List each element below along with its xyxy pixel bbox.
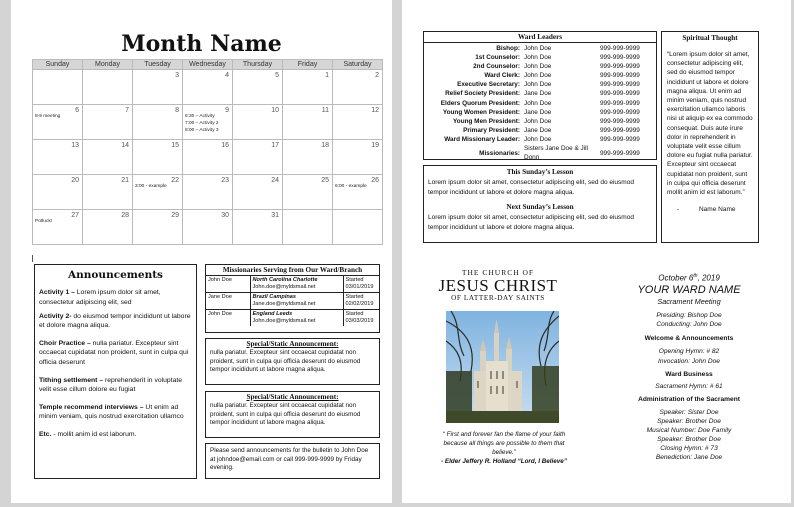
missionary-row [206,293,379,310]
missionary-mission: North Carolina Charlotte [252,277,318,283]
spiritual-thought-text: “Lorem ipsum dolor sit amet, consectetur adipiscing elit, sed do eiusmod tempor incididunt ut labore et dolore magna aliqua. Ut enim ad minim veniam, quis nostrud exercitation ullamco laboris nisi ut aliquip ex ea commodo consequat. Duis aute irure dolor in reprehenderit in voluptate velit esse cillum dolore eu fugiat nulla pariatur. Excepteur sint occaecat cupidatat non proident, sunt in culpa qui officia deserunt mollit anim id est laborum.” [667,51,753,197]
calendar-day-number: 15 [171,142,179,149]
ward-leader-row [424,71,642,80]
calendar-day-cell[interactable] [283,175,333,210]
ward-leaders-title: Ward Leaders [424,32,656,43]
calendar-day-number: 25 [321,177,329,184]
announcements-title: Announcements [68,269,163,281]
missionary-started-label: Started [345,277,364,283]
calendar-day-number: 23 [221,177,229,184]
ward-leader-row [424,62,642,71]
calendar-day-cell[interactable] [233,105,283,140]
missionary-start-date: 03/01/2019 [345,284,374,290]
ward-leaders-table [424,44,642,160]
calendar-day-cell[interactable] [183,105,233,140]
calendar-day-header: Friday [283,60,333,70]
calendar-day-number: 12 [371,107,379,114]
special-announcement-1-title: Special/Static Announcement: [246,340,339,348]
ward-leader-phone: 999-999-9999 [600,108,640,116]
calendar-day-cell[interactable] [333,140,383,175]
program-administration: Administration of the Sacrament [638,396,740,404]
calendar-day-number: 24 [271,177,279,184]
calendar-day-header: Saturday [333,60,383,70]
church-logo-line1: THE CHURCH OF [461,268,535,277]
missionary-email[interactable]: Jane.doe@myldsmail.net [252,301,316,307]
program-musical-number: Musical Number: Doe Family [646,427,732,435]
missionary-mission: England Leeds [252,311,293,317]
church-logo-line3: OF LATTER-DAY SAINTS [451,294,545,302]
this-sunday-lesson-text: Lorem ipsum dolor sit amet, consectetur adipiscing elit, sed do eiusmod tempor incididunt ut labore et dolore magna aliqua. [428,179,634,196]
ward-leader-name: Jane Doe [524,90,552,98]
missionaries-box [205,264,380,333]
program-sacrament-hymn: Sacrament Hymn: # 61 [655,383,723,391]
program-welcome: Welcome & Announcements [644,335,734,343]
calendar-day-cell[interactable] [33,210,83,245]
announcement-text: reprehenderit in voluptate velit esse cillum dolore eu fugiat [39,376,183,394]
program-ward-name: YOUR WARD NAME [637,283,741,296]
contact-note: Please send announcements for the bulletin to John Doe at johndoe@email.com or call 999-999-9999 by Friday evening. [210,447,369,472]
ward-leader-row [424,99,642,108]
announcement-item [39,403,192,422]
calendar-day-cell[interactable] [333,70,383,105]
calendar-day-cell[interactable] [33,175,83,210]
ward-leader-row [424,53,642,62]
calendar-day-cell[interactable] [183,140,233,175]
sacrament-program [608,271,770,462]
calendar-day-header: Sunday [33,60,83,70]
program-benediction: Benediction: Jane Doe [655,454,723,462]
calendar-day-cell[interactable] [33,105,83,140]
program-conducting: Conducting: John Doe [656,321,722,329]
calendar-day-cell[interactable] [183,210,233,245]
special-announcement-1-text: nulla pariatur. Excepteur sint occaecat cupidatat non proident, sunt in culpa qui officia deserunt do eiusmod tempor incididunt ut labore magna aliqua. [210,349,361,374]
program-date-suffix: , 2019 [697,273,720,283]
ward-leader-name: John Doe [524,63,552,71]
calendar-day-number: 6 [75,107,79,114]
author-dash: - [677,206,680,214]
announcements-box [34,264,197,479]
calendar-day-header: Thursday [233,60,283,70]
program-speaker-3: Speaker: Brother Doe [657,436,721,444]
announcement-text: Ut enim ad minim veniam, quis nostrud exercitation ullamco [39,403,184,421]
ward-leader-phone: 999-999-9999 [600,126,640,134]
missionary-started-label: Started [345,294,364,300]
ward-leader-phone: 999-999-9999 [600,117,640,125]
missionary-started-label: Started [345,311,364,317]
ward-leader-role: Elders Quorum President: [440,99,520,107]
calendar-day-number: 10 [271,107,279,114]
ward-leader-row [424,117,642,126]
calendar-day-number: 31 [271,212,279,219]
announcement-item [39,339,192,368]
this-sunday-lesson-title: This Sunday’s Lesson [506,168,574,176]
calendar-day-cell[interactable] [233,140,283,175]
next-sunday-lesson-text: Lorem ipsum dolor sit amet, consectetur adipiscing elit, sed do eiusmod tempor incididunt ut labore et dolore magna aliqua. [428,214,634,231]
calendar-day-number: 13 [71,142,79,149]
calendar-day-number: 22 [171,177,179,184]
program-opening-hymn: Opening Hymn: # 82 [658,348,720,356]
calendar-day-header: Wednesday [183,60,233,70]
calendar-day-cell[interactable] [33,140,83,175]
announcement-item [39,376,192,395]
calendar-day-cell[interactable] [333,175,383,210]
calendar-day-cell[interactable] [133,140,183,175]
spiritual-thought-author-line [667,206,753,213]
ward-leader-phone: 999-999-9999 [600,72,640,80]
calendar-day-cell[interactable] [233,175,283,210]
announcement-text: Lorem ipsum dolor sit amet, consectetur adipiscing elit, sed [39,289,161,306]
calendar-day-cell[interactable] [283,210,333,245]
missionary-name: John Doe [208,277,232,283]
spiritual-thought-box [661,31,759,243]
announcement-label: Activity 1 – [39,289,75,296]
ward-leader-phone: 999-999-9999 [600,63,640,71]
calendar-day-number: 2 [375,72,379,79]
calendar-day-number: 16 [221,142,229,149]
ward-leader-name: John Doe [524,72,552,80]
calendar-day-number: 1 [325,72,329,79]
ward-leader-role: Primary President: [463,126,520,134]
ward-leader-phone: 999-999-9999 [600,149,640,157]
program-date-prefix: October 6 [658,273,694,283]
announcement-text: nulla pariatur. Excepteur sint occaecat cupidatat non proident, sunt in culpa qui officia deserunt [39,339,189,366]
calendar-day-number: 11 [321,107,329,114]
contact-note-box [205,443,380,479]
program-date [608,271,770,284]
calendar-day-cell[interactable] [83,140,133,175]
calendar-week [33,175,383,210]
ward-leader-phone: 999-999-9999 [600,54,640,62]
ward-leader-name: Jane Doe [524,126,552,134]
calendar-event: 6:30 – Activity 7:00 – Activity 2 8:00 – Activity 3 [185,114,219,133]
ward-leader-row [424,44,642,53]
missionary-row [206,276,379,293]
missionary-start-date: 03/03/2019 [345,318,374,324]
calendar-day-number: 17 [271,142,279,149]
missionary-email[interactable]: John.doe@myldsmail.net [252,284,316,290]
church-logo-line2: JESUS CHRIST [438,276,558,295]
announcement-item [39,312,192,331]
missionary-mission: Brazil Campinas [252,294,297,300]
calendar-day-cell[interactable] [133,105,183,140]
calendar-day-cell[interactable] [333,105,383,140]
announcement-item [39,288,192,307]
ward-leader-role: 2nd Counselor: [473,63,520,71]
ward-leader-role: Executive Secretary: [457,81,520,89]
calendar-day-number: 3 [175,72,179,79]
special-announcement-2 [205,391,380,438]
missionary-start-date: 02/02/2019 [345,301,374,307]
calendar-day-number: 28 [121,212,129,219]
program-meeting: Sacrament Meeting [657,296,721,306]
calendar-day-cell[interactable] [133,175,183,210]
calendar-day-cell[interactable] [233,70,283,105]
special-announcement-1 [205,338,380,385]
calendar-day-number: 19 [371,142,379,149]
ward-leader-phone: 999-999-9999 [600,45,640,52]
next-sunday-lesson-title: Next Sunday’s Lesson [506,203,574,211]
calendar-week [33,140,383,175]
missionary-row [206,310,379,327]
church-logo [418,268,578,302]
ward-leader-role: Ward Missionary Leader: [444,135,520,143]
left-page [11,0,392,503]
program-speaker-1: Speaker: Sister Doe [659,409,719,417]
calendar-week [33,210,383,245]
ward-leader-row [424,126,642,135]
announcement-label: Temple recommend interviews – [39,403,144,411]
quote-author: - Elder Jeffery R. Holland “Lord, I Believe” [441,458,567,466]
spiritual-thought-title: Spiritual Thought [682,34,738,42]
ward-leader-name: Jane Doe [524,108,552,116]
ward-leader-role: Ward Clerk: [484,72,520,80]
missionary-name: Jane Doe [208,294,232,300]
missionary-name: John Doe [208,311,232,317]
ward-leader-name: John Doe [524,135,552,143]
ward-leader-row [424,89,642,98]
ward-leaders-box [423,31,657,160]
program-date-sup: th [693,273,698,279]
calendar-title: Month Name [121,31,282,57]
calendar-day-cell[interactable] [33,70,83,105]
announcement-label: Etc. [39,430,52,438]
calendar-week [33,70,383,105]
program-presiding: Presiding: Bishop Doe [656,311,722,319]
calendar-day-cell[interactable] [283,70,333,105]
announcement-label: Activity 2- [39,312,72,320]
calendar-event: 6:00 - example [335,184,367,189]
calendar-day-cell[interactable] [333,210,383,245]
ward-leader-name: John Doe [524,54,552,62]
ward-leader-role: Missionaries: [479,149,520,157]
calendar-day-cell[interactable] [283,105,333,140]
calendar-day-cell[interactable] [83,105,133,140]
calendar-day-cell[interactable] [283,140,333,175]
missionaries-title: Missionaries Serving from Our Ward/Branch [222,266,363,274]
ward-leader-phone: 999-999-9999 [600,81,640,89]
calendar-day-cell[interactable] [83,70,133,105]
ward-leader-name: John Doe [524,45,552,52]
cursor-mark [32,255,33,262]
calendar-day-cell[interactable] [133,210,183,245]
calendar-event: 3:00 - example [135,184,167,189]
special-announcement-2-text: nulla pariatur. Excepteur sint occaecat cupidatat non proident, sunt in culpa qui officia deserunt do eiusmod tempor incididunt ut labore magna aliqua. [210,402,361,427]
ward-leader-row [424,108,642,117]
announcement-label: Tithing settlement – [39,376,104,384]
program-closing-hymn: Closing Hymn: # 73 [660,445,718,453]
spiritual-thought-author: Name Name [698,206,736,214]
ward-leader-phone: 999-999-9999 [600,135,640,143]
ward-leader-role: Relief Society President: [445,90,520,98]
calendar-day-number: 20 [71,177,79,184]
calendar-day-header: Monday [83,60,133,70]
ward-leader-role: Bishop: [496,45,520,52]
calendar-day-number: 4 [225,72,229,79]
calendar-day-header: Tuesday [133,60,183,70]
ward-leader-name: John Doe [524,81,552,89]
announcement-item [39,430,192,440]
calendar-day-number: 9 [225,107,229,114]
calendar-day-number: 5 [275,72,279,79]
calendar-day-number: 29 [171,212,179,219]
calendar-day-cell[interactable] [183,70,233,105]
special-announcement-2-title: Special/Static Announcement: [246,393,339,401]
calendar-week [33,105,383,140]
ward-leader-role: Young Women President: [442,108,520,116]
calendar-day-cell[interactable] [83,210,133,245]
calendar-day-number: 21 [121,177,129,184]
calendar-day-number: 30 [221,212,229,219]
calendar-day-number: 8 [175,107,179,114]
temple-photo-illustration [446,311,559,423]
quote-text: “ First and forever fan the flame of your faith because all things are possible to them that believe.” [442,431,566,456]
program-invocation: Invocation: John Doe [658,357,720,365]
calendar-day-number: 18 [321,142,329,149]
calendar-day-number: 26 [371,177,379,184]
missionaries-table [206,275,379,326]
quote-block [435,431,573,466]
calendar-day-cell[interactable] [183,175,233,210]
calendar [32,59,383,245]
lessons-box [423,165,657,243]
announcement-text: - mollit anim id est laborum. [51,430,137,438]
announcement-label: Choir Practice – [39,339,91,347]
right-page [402,0,791,503]
ward-leader-row [424,135,642,144]
calendar-event: Potluck! [35,219,53,224]
calendar-day-number: 7 [125,107,129,114]
ward-leader-row [424,80,642,89]
ward-leader-name: John Doe [524,99,552,107]
temple-photo [446,311,559,423]
ward-leader-name: Sisters Jane Doe & Jill Donn [524,145,588,160]
ward-leader-row [424,144,642,160]
program-speaker-2: Speaker: Brother Doe [657,418,721,426]
missionary-email[interactable]: John.doe@myldsmail.net [252,318,316,324]
calendar-day-number: 27 [71,212,79,219]
calendar-day-cell[interactable] [233,210,283,245]
announcement-text: do eiusmod tempor incididunt ut labore et dolore magna aliqua. [39,312,191,330]
ward-leader-phone: 999-999-9999 [600,99,640,107]
program-ward-business: Ward Business [665,370,713,378]
ward-leader-role: 1st Counselor: [475,54,520,62]
calendar-event: 8-9 meeting [35,114,61,119]
calendar-day-number: 14 [121,142,129,149]
calendar-day-cell[interactable] [133,70,183,105]
ward-leader-phone: 999-999-9999 [600,90,640,98]
ward-leader-name: John Doe [524,117,552,125]
calendar-day-cell[interactable] [83,175,133,210]
ward-leader-role: Young Men President: [453,117,520,125]
announcements-list [39,288,192,440]
